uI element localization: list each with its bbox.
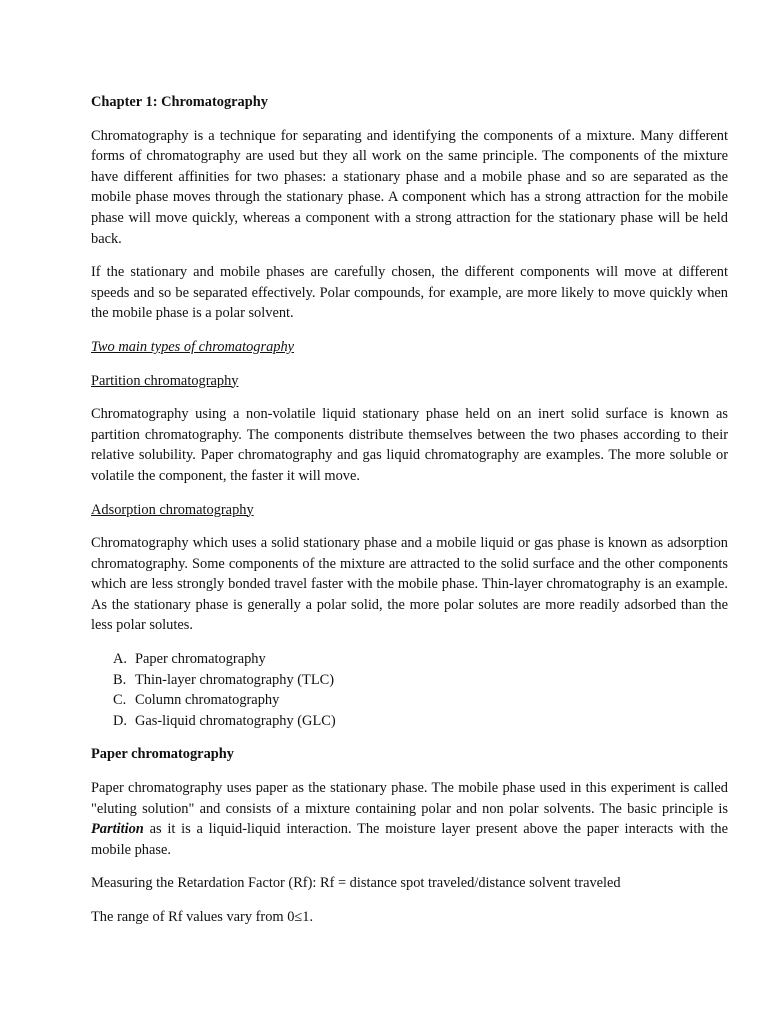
list-item-text: Column chromatography (135, 692, 280, 709)
list-item-text: Paper chromatography (135, 651, 266, 668)
paper-paragraph (91, 778, 728, 860)
paper-text-after: as it is a liquid-liquid interaction. The moisture layer present above the paper interacts with the mobile phase. (91, 821, 728, 858)
types-heading: Two main types of chromatography (91, 338, 295, 355)
list-item (91, 670, 728, 691)
list-marker: A. (113, 651, 127, 668)
list-item (91, 711, 728, 732)
paper-chromatography-heading: Paper chromatography (91, 746, 234, 763)
intro-paragraph-1: Chromatography is a technique for separating and identifying the components of a mixture. Many different forms of chromatography are used but they all work on the same principle. The components of the mixture have different affinities for two phases: a stationary phase and a mobile phase and so are separated as the mobile phase moves through the stationary phase. A component which has a strong attraction for the mobile phase will move quickly, whereas a component with a strong attraction for the stationary phase will be held back. (91, 127, 728, 247)
adsorption-heading: Adsorption chromatography (91, 501, 254, 518)
chapter-title: Chapter 1: Chromatography (91, 94, 268, 110)
list-item-text: Thin-layer chromatography (TLC) (135, 671, 334, 688)
list-item-text: Gas-liquid chromatography (GLC) (135, 712, 336, 729)
paper-text-before: Paper chromatography uses paper as the stationary phase. The mobile phase used in this experiment is called "eluting solution" and consists of a mixture containing polar and non polar solvents. The basic principle is (91, 780, 728, 817)
list-marker: C. (113, 692, 127, 709)
chromatography-types-list (91, 649, 728, 731)
list-item (91, 690, 728, 711)
partition-heading: Partition chromatography (91, 372, 239, 389)
list-marker: D. (113, 712, 127, 729)
document-page (91, 92, 728, 941)
partition-paragraph: Chromatography using a non-volatile liquid stationary phase held on an inert solid surface is known as partition chromatography. The components distribute themselves between the two phases according to their relative solubility. Paper chromatography and gas liquid chromatography are examples. The more soluble or volatile the component, the faster it will move. (91, 406, 728, 484)
intro-paragraph-2: If the stationary and mobile phases are carefully chosen, the different components will move at different speeds and so be separated effectively. Polar compounds, for example, are more likely to move quickly when the mobile phase is a polar solvent. (91, 264, 728, 322)
partition-emphasis: Partition (91, 821, 144, 838)
rf-formula-paragraph: Measuring the Retardation Factor (Rf): Rf = distance spot traveled/distance solvent traveled (91, 875, 621, 892)
adsorption-paragraph: Chromatography which uses a solid stationary phase and a mobile liquid or gas phase is known as adsorption chromatography. Some components of the mixture are attracted to the solid surface and the other components which are less strongly bonded travel faster with the mobile phase. Thin-layer chromatography is an example. As the stationary phase is generally a polar solid, the more polar solutes are more readily adsorbed than the less polar solutes. (91, 535, 728, 634)
list-marker: B. (113, 671, 127, 688)
list-item (91, 649, 728, 670)
rf-range-paragraph: The range of Rf values vary from 0≤1. (91, 909, 314, 925)
